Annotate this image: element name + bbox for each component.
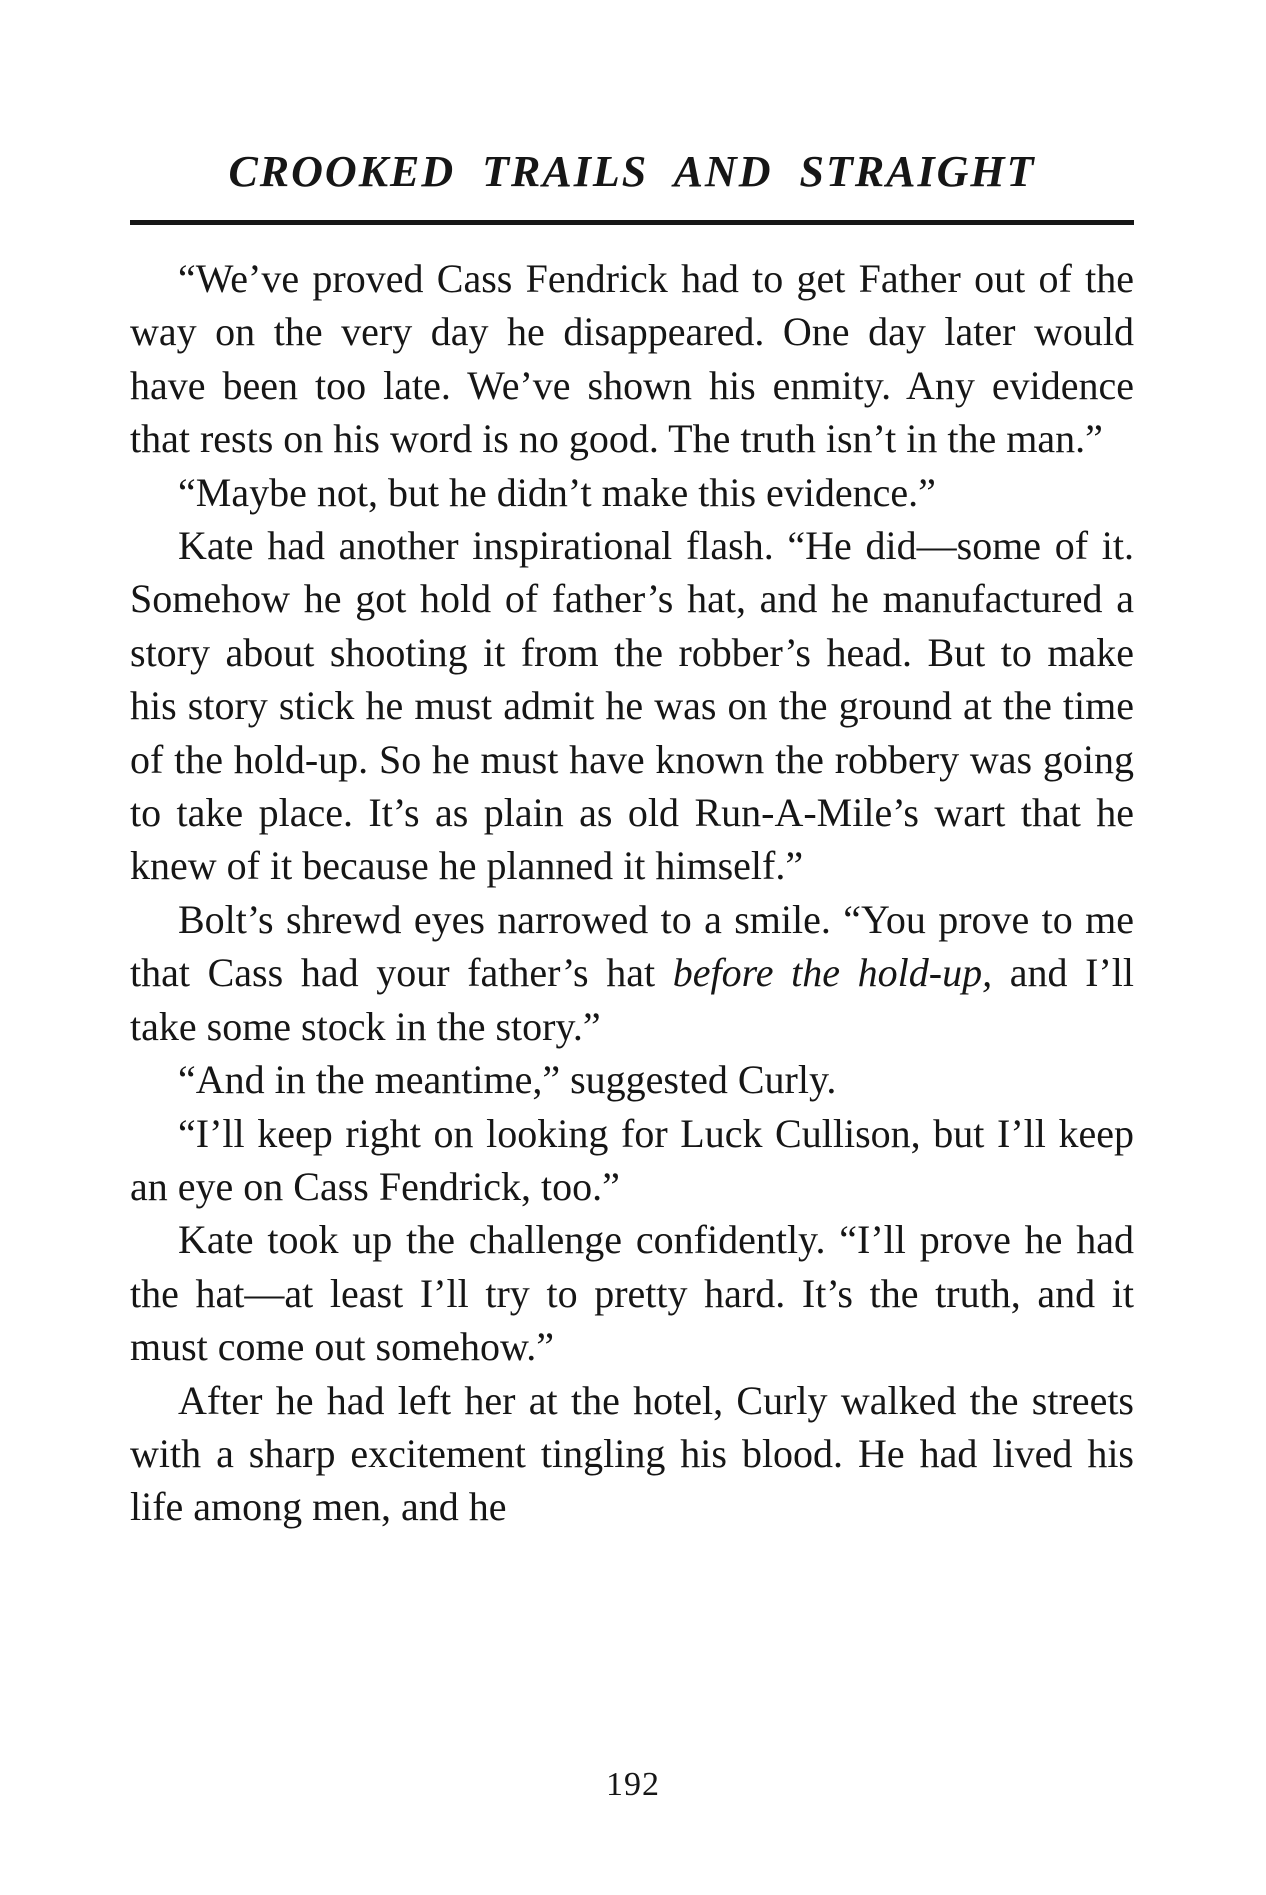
header-rule (130, 220, 1134, 225)
page-number: 192 (606, 1766, 660, 1803)
paragraph: “Maybe not, but he didn’t make this evidence.” (178, 469, 936, 515)
paragraph-text: Bolt’s shrewd eyes narrowed to a smile. “You prove to me that Cass had your father’s hat (130, 896, 1134, 996)
paragraph (130, 893, 1134, 1053)
paragraph-text: and I’ll take some stock in the story.” (130, 950, 1134, 1049)
paragraph: “I’ll keep right on looking for Luck Cullison, but I’ll keep an eye on Cass Fendrick, too.” (130, 1110, 1134, 1209)
paragraph: “We’ve proved Cass Fendrick had to get Father out of the way on the very day he disappeared. One day later would have been too late. We’ve shown his enmity. Any evidence that rests on his word is no good. The truth isn’t in the man.” (130, 256, 1134, 462)
paragraph: Kate had another inspirational flash. “He did—some of it. Somehow he got hold of father’s hat, and he manufactured a story about shooting it from the robber’s head. But to make his story stick he must admit he was on the ground at the time of the hold-up. So he must have known the robbery was going to take place. It’s as plain as old Run-A-Mile’s wart that he knew of it because he planned it himself.” (130, 523, 1134, 889)
body-text (130, 252, 1134, 1534)
paragraph: “And in the meantime,” suggested Curly. (178, 1057, 837, 1103)
paragraph: After he had left her at the hotel, Curly walked the streets with a sharp excitement tingling his blood. He had lived his life among men, and he (130, 1377, 1134, 1530)
paragraph: Kate took up the challenge confidently. “I’ll prove he had the hat—at least I’ll try to pretty hard. It’s the truth, and it must come out somehow.” (130, 1217, 1134, 1370)
running-head: CROOKED TRAILS AND STRAIGHT (228, 147, 1036, 196)
paragraph-italic-text: before the hold-up, (672, 950, 993, 996)
